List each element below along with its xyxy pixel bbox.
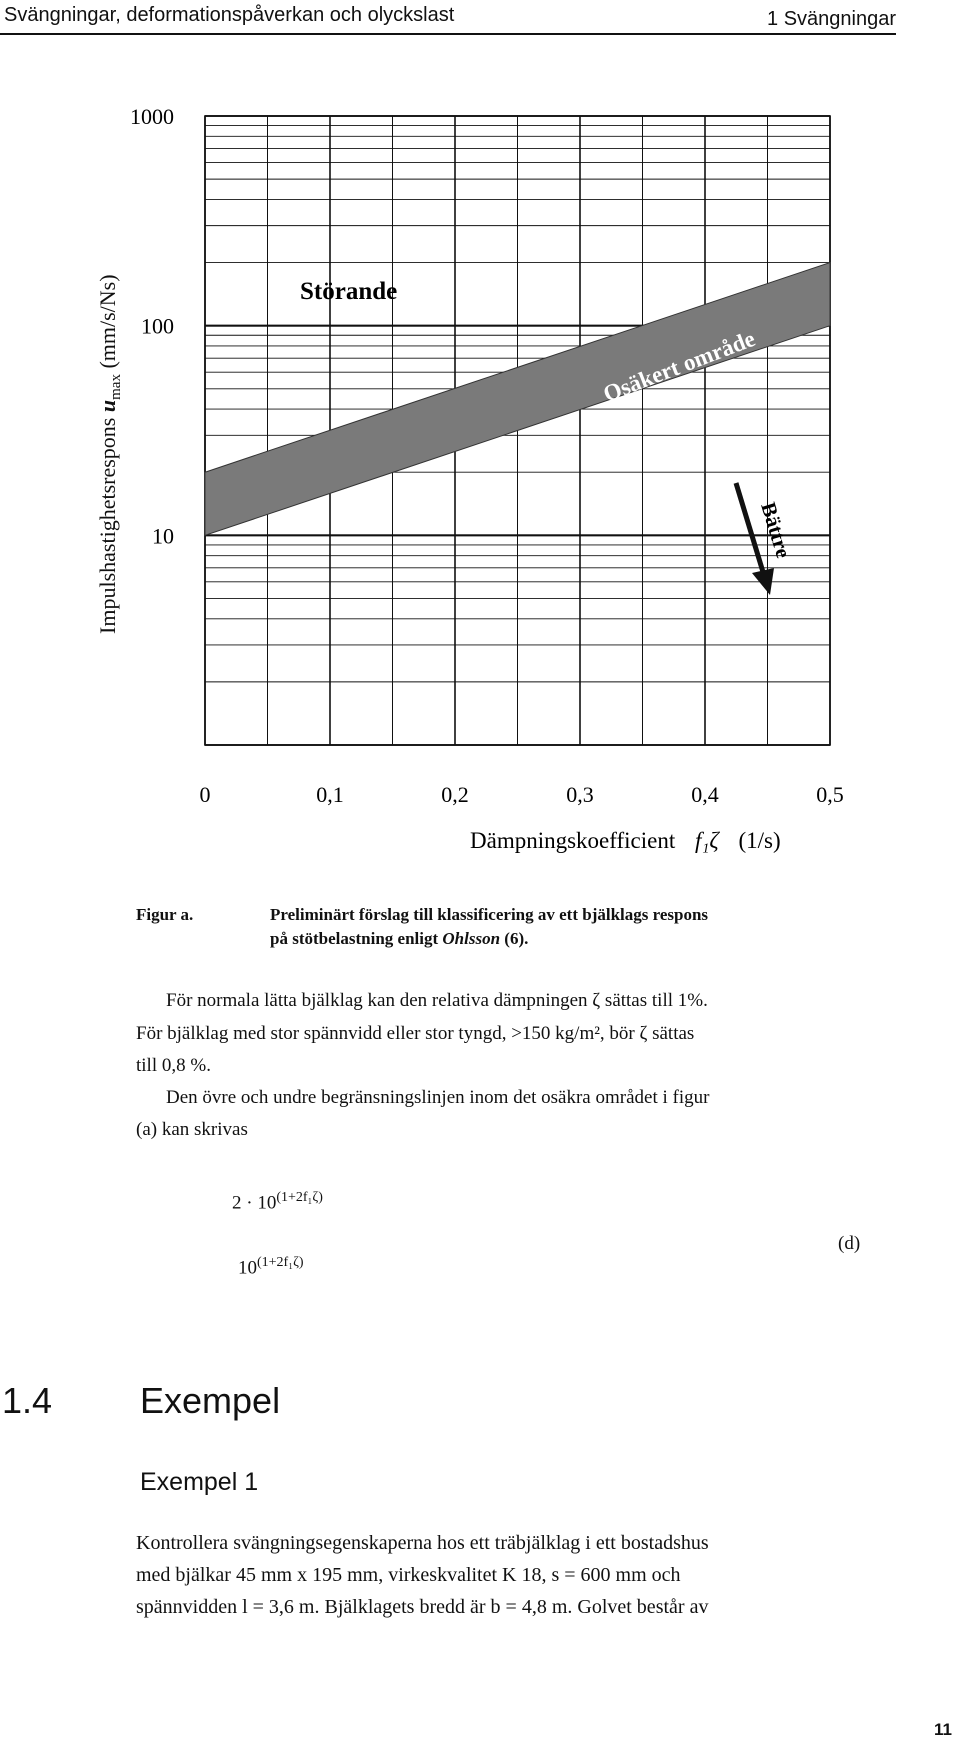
x-tick-label: 0,4 [691, 782, 719, 807]
section-title: Exempel [140, 1380, 281, 1421]
running-header-chapter: 1 Svängningar [767, 8, 896, 30]
x-tick-label: 0,3 [566, 782, 594, 807]
page-number: 11 [934, 1720, 952, 1739]
x-tick-label: 0 [199, 782, 211, 807]
y-tick-labels [130, 104, 174, 548]
annotation-arrow: Bättre [756, 499, 796, 561]
formula-lower-exp: (1+2f₁ζ) [257, 1255, 304, 1270]
x-tick-label: 0,1 [316, 782, 344, 807]
formula-label: (d) [838, 1233, 861, 1254]
y-axis-subscript: max [108, 374, 125, 400]
x-axis-label [470, 828, 781, 853]
x-axis-symbol: f₁ζ [695, 828, 719, 853]
annotation-above: Störande [300, 278, 398, 305]
better-arrow [736, 483, 796, 595]
y-tick-label: 10 [152, 523, 174, 549]
body-line: Kontrollera svängningsegenskaperna hos ett träbjälklag i ett bostadshus [136, 1532, 709, 1554]
body-line: med bjälkar 45 mm x 195 mm, virkeskvalitet K 18, s = 600 mm och [136, 1564, 681, 1586]
annotation-band: Osäkert område [599, 325, 759, 407]
caption-text: på stötbelastning enligt [270, 929, 443, 948]
y-axis-unit: (mm/s/Ns) [94, 274, 120, 369]
caption-ref: (6). [500, 929, 529, 948]
header-rule [0, 33, 896, 35]
x-axis-unit: (1/s) [738, 828, 781, 853]
formula-upper-base: 2 · 10 [232, 1192, 277, 1214]
body-line: spännvidden l = 3,6 m. Bjälklagets bredd är b = 4,8 m. Golvet består av [136, 1596, 709, 1618]
figure-label: Figur a. [136, 905, 194, 924]
paragraph-line: Den övre och undre begränsningslinjen inom det osäkra området i figur [166, 1087, 710, 1108]
response-chart [0, 90, 960, 870]
y-axis-label-text: Impulshastighetsrespons [94, 417, 120, 634]
caption-author: Ohlsson [442, 929, 501, 948]
x-tick-labels [200, 782, 844, 807]
paragraph-line: till 0,8 %. [136, 1055, 211, 1076]
y-tick-label: 1000 [130, 104, 174, 129]
figure-caption-line1: Preliminärt förslag till klassificering av ett bjälklags respons [270, 905, 709, 924]
figure-caption-line2 [270, 929, 528, 949]
formula-upper [232, 1190, 323, 1214]
formula-lower [238, 1255, 304, 1279]
x-tick-label: 0,5 [816, 782, 844, 807]
y-tick-label: 100 [141, 313, 174, 339]
paragraph-line: (a) kan skrivas [136, 1119, 248, 1140]
y-axis-symbol: u [94, 399, 120, 413]
x-tick-label: 0,2 [441, 782, 469, 807]
running-header-title: Svängningar, deformationspåverkan och olyckslast [4, 4, 455, 26]
subsection-title: Exempel 1 [140, 1468, 259, 1496]
arrow-shaft [736, 483, 763, 572]
formula-lower-base: 10 [238, 1257, 257, 1279]
paragraph-line: För normala lätta bjälklag kan den relativa dämpningen ζ sättas till 1%. [166, 990, 708, 1011]
section-number: 1.4 [2, 1380, 53, 1421]
formula-upper-exp: (1+2f₁ζ) [276, 1190, 323, 1205]
paragraph-line: För bjälklag med stor spännvidd eller stor tyngd, >150 kg/m², bör ζ sättas [136, 1023, 695, 1044]
x-axis-label-text: Dämpningskoefficient [470, 828, 676, 853]
